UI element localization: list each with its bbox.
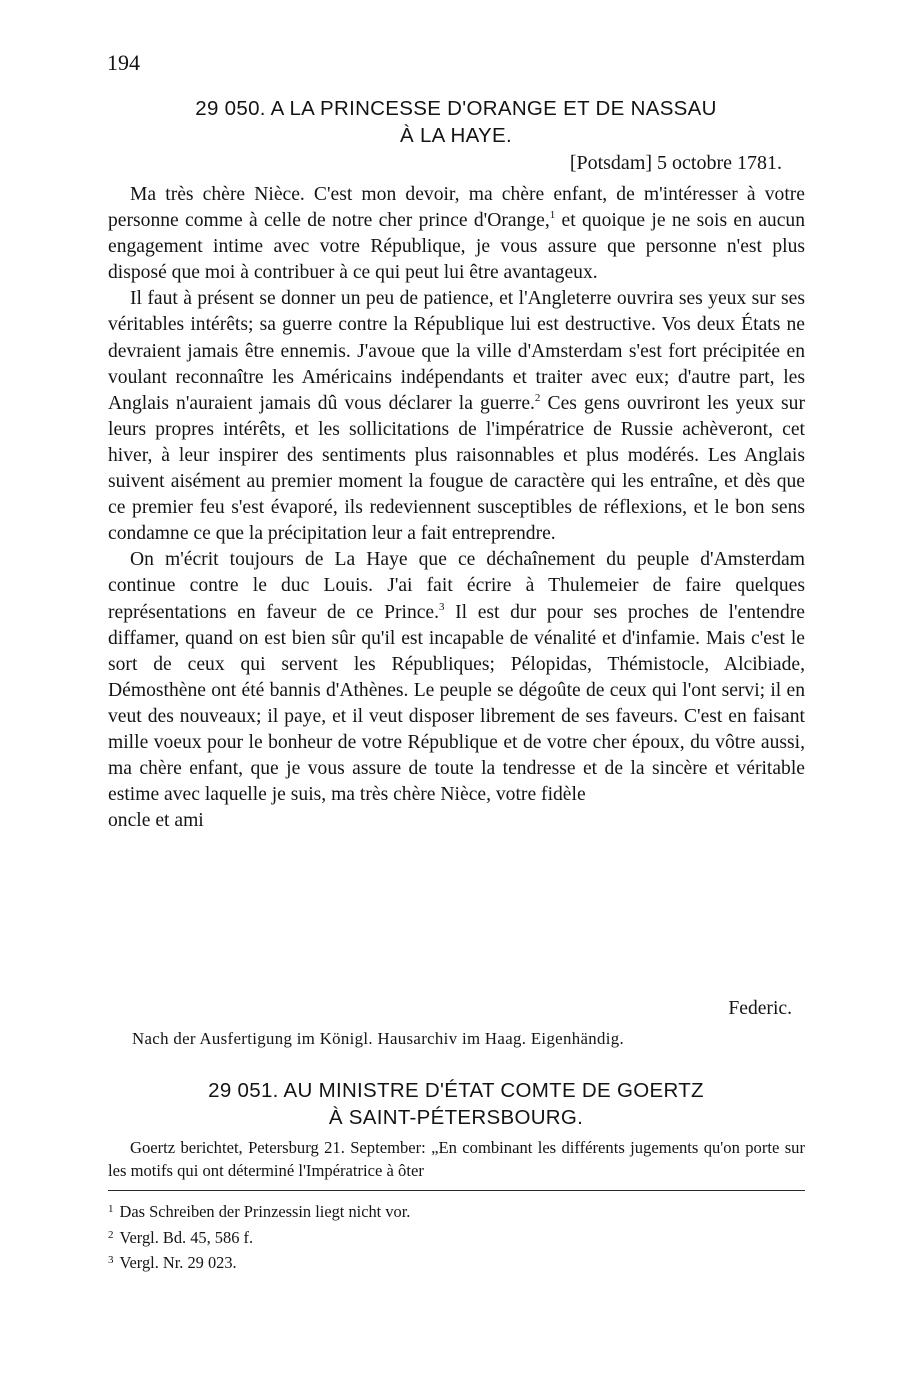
footnote-reference: 1 xyxy=(549,209,556,222)
footnote-reference: 3 xyxy=(439,600,445,613)
footnotes xyxy=(108,1198,410,1275)
paragraph-text: Il est dur pour ses proches de l'entendre diffamer, quand on est bien sûr qu'il est incapable de vénalité et d'infamie. Mais c'est le sort de ceux qui servent les Républiques; Pélopidas, Thémistocle, Alcibiade, Démosthène ont été bannis d'Athènes. Le peuple se dégoûte de ceux qui l'ont servi; il en veut des nouveaux; il paye, et il veut disposer librement de ses faveurs. C'est en faisant mille voeux pour le bonheur de votre République et de votre cher époux, du vôtre aussi, ma chère enfant, que je vous assure de toute la tendresse et de la sincère et véritable estime avec laquelle je suis, ma très chère Nièce, votre fidèle xyxy=(108,601,805,806)
source-note: Nach der Ausfertigung im Königl. Hausarchiv im Haag. Eigenhändig. xyxy=(132,1029,625,1048)
footnote-text: Das Schreiben der Prinzessin liegt nicht vor. xyxy=(119,1202,411,1221)
footnote-divider xyxy=(108,1190,805,1191)
letter-closing xyxy=(108,808,805,834)
footnote-text: Vergl. Bd. 45, 586 f. xyxy=(119,1227,254,1247)
paragraph-text: et quoique je ne sois en aucun engagement intime avec votre République, je vous assure que personne n'est plus disposé que moi à contribuer à ce qui peut lui être avantageux. xyxy=(108,210,805,284)
letter-heading-line-1: 29 050. A LA PRINCESSE D'ORANGE ET DE NASSAU xyxy=(195,97,717,120)
report-text: Goertz berichtet, Petersburg 21. September: „En combinant les différents jugements qu'on porte sur les motifs qui ont déterminé l'Impératrice à ôter xyxy=(108,1138,805,1180)
letter-heading-line-2: À LA HAYE. xyxy=(399,124,512,147)
footnote-marker: 2 xyxy=(108,1228,114,1241)
paragraph-text: Ma très chère Nièce. C'est mon devoir, ma chère enfant, de m'intéresser à votre personne comme à celle de notre cher prince d'Orange, xyxy=(108,184,805,232)
footnote-reference: 2 xyxy=(534,391,541,404)
letter-paragraph xyxy=(108,182,805,286)
letter-heading-line-1: 29 051. AU MINISTRE D'ÉTAT COMTE DE GOERTZ xyxy=(208,1079,704,1102)
letter-paragraph xyxy=(108,286,805,547)
letter-heading xyxy=(108,95,804,149)
dateline: [Potsdam] 5 octobre 1781. xyxy=(569,152,782,174)
footnote-marker: 3 xyxy=(108,1254,114,1266)
footnote-marker: 1 xyxy=(108,1203,114,1215)
signature: Federic. xyxy=(728,998,792,1019)
paragraph-text: Ces gens ouvriront les yeux sur leurs propres intérêts, et les sollicitations de l'impératrice de Russie achèveront, cet hiver, à leur inspirer des sentiments plus raisonnables et plus modérés. Les Anglais suivent aisément au premier moment la fougue de caractère qui les entraîne, et dès que ce premier feu s'est évaporé, ils redeviennent susceptibles de réflexions, et le bon sens condamne ce que la précipitation leur a fait entreprendre. xyxy=(108,392,805,545)
closing-text: oncle et ami xyxy=(108,810,204,832)
footnote xyxy=(108,1198,410,1224)
page-number: 194 xyxy=(107,50,140,75)
letter-heading-line-2: À SAINT-PÉTERSBOURG. xyxy=(328,1106,584,1129)
report-excerpt xyxy=(108,1136,805,1182)
footnote-text: Vergl. Nr. 29 023. xyxy=(119,1253,237,1272)
letter-body xyxy=(108,182,805,834)
paragraph-text: On m'écrit toujours de La Haye que ce déchaînement du peuple d'Amsterdam continue contre le duc Louis. J'ai fait écrire à Thulemeier de faire quelques représentations en faveur de ce Prince. xyxy=(108,549,805,623)
paragraph-text: Il faut à présent se donner un peu de patience, et l'Angleterre ouvrira ses yeux sur ses véritables intérêts; sa guerre contre la République lui est destructive. Vos deux États ne devraient jamais être ennemis. J'avoue que la ville d'Amsterdam s'est fort précipitée en voulant reconnaître les Américains indépendants et traiter avec eux; d'autre part, les Anglais n'auraient jamais dû vous déclarer la guerre. xyxy=(108,288,805,414)
footnote xyxy=(108,1249,410,1275)
footnote xyxy=(108,1224,410,1250)
letter-paragraph xyxy=(108,547,805,808)
letter-heading xyxy=(108,1077,804,1131)
